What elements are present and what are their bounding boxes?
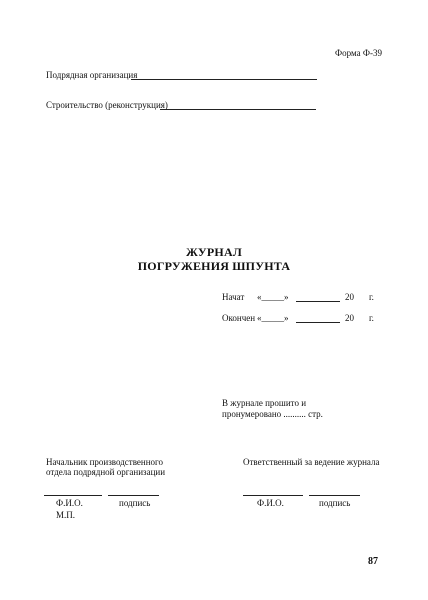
right-fio-label: Ф.И.О. xyxy=(257,498,284,508)
contractor-label: Подрядная организация xyxy=(46,70,138,80)
start-label: Начат xyxy=(222,292,245,302)
right-sign-label: подпись xyxy=(319,498,351,508)
end-label: Окончен xyxy=(222,313,256,323)
journal-title: ЖУРНАЛ xyxy=(186,245,242,259)
left-sign-label: подпись xyxy=(119,498,151,508)
form-number: Форма Ф-39 xyxy=(335,48,382,58)
left-sign-line xyxy=(108,495,159,496)
page-number: 87 xyxy=(368,556,378,567)
start-day: «_____» xyxy=(257,292,289,302)
end-year-suffix: г. xyxy=(369,313,374,323)
journal-subtitle: ПОГРУЖЕНИЯ ШПУНТА xyxy=(137,259,291,273)
left-signer-title-line2: отдела подрядной организации xyxy=(46,467,166,477)
left-fio-line xyxy=(44,495,102,496)
left-fio-label: Ф.И.О. xyxy=(56,498,83,508)
construction-field-line xyxy=(160,109,316,110)
binding-note-line2: пронумеровано .......... стр. xyxy=(222,409,323,419)
end-year: 20 xyxy=(345,313,354,323)
start-year-suffix: г. xyxy=(369,292,374,302)
start-year: 20 xyxy=(345,292,354,302)
stamp-label: М.П. xyxy=(56,510,76,520)
contractor-field-line xyxy=(131,79,317,80)
start-month-line xyxy=(296,301,340,302)
end-month-line xyxy=(296,322,340,323)
binding-note-line1: В журнале прошито и xyxy=(222,398,307,408)
end-day: «_____» xyxy=(257,313,289,323)
right-fio-line xyxy=(243,495,303,496)
left-signer-title-line1: Начальник производственного xyxy=(46,457,163,467)
construction-label: Строительство (реконструкция) xyxy=(46,100,168,110)
right-signer-title: Ответственный за ведение журнала xyxy=(243,457,380,467)
right-sign-line xyxy=(309,495,360,496)
